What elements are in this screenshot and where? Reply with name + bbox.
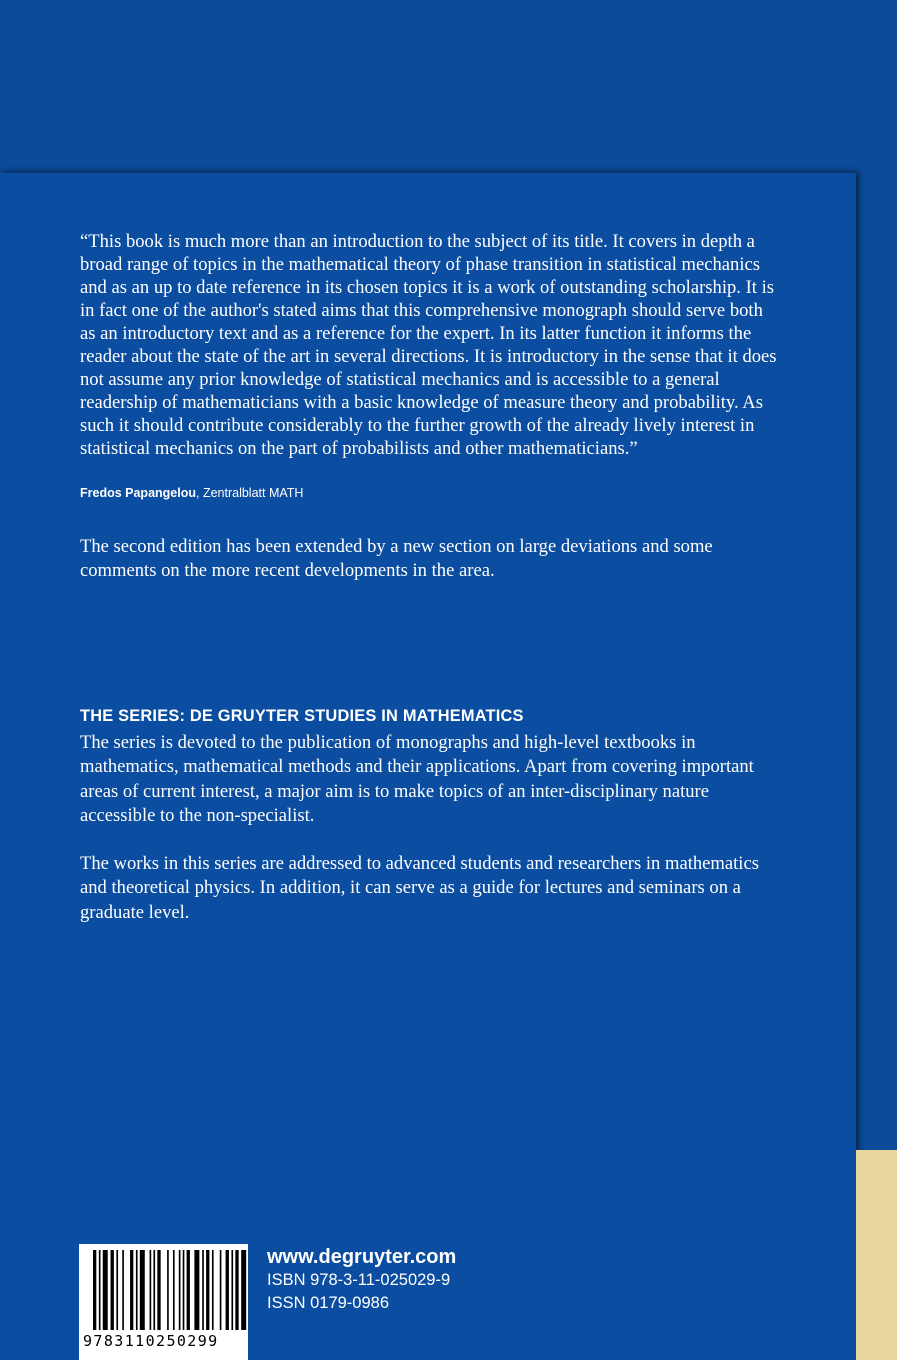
barcode-bar bbox=[140, 1250, 145, 1330]
barcode-bar bbox=[241, 1250, 246, 1330]
barcode-bar bbox=[206, 1250, 209, 1330]
publisher-info bbox=[267, 1245, 456, 1315]
barcode-bar bbox=[150, 1250, 152, 1330]
barcode-bar bbox=[103, 1250, 108, 1330]
review-quote: “This book is much more than an introduction to the subject of its title. It covers in depth a broad range of topics in the mathematical theory of phase transition in statistical mechanics and as an up to date reference in its chosen topics it is a work of outstanding scholarship. It is in fact one of the author's stated aims that this comprehensive monograph should serve both as an introductory text and as a reference for the expert. In its latter function it informs the reader about the state of the art in several directions. It is introductory in the sense that it does not assume any prior knowledge of statistical mechanics and is accessible to a general readership of mathematicians with a basic knowledge of measure theory and probability. As such it should contribute considerably to the further growth of the already lively interest in statistical mechanics on the part of probabilists and other mathematicians.” bbox=[80, 231, 777, 459]
isbn: ISBN 978-3-11-025029-9 bbox=[267, 1271, 451, 1289]
series-heading: THE SERIES: DE GRUYTER STUDIES IN MATHEMATICS bbox=[80, 707, 524, 725]
series-description: The series is devoted to the publication of monographs and high-level textbooks in mathematics, mathematical methods and their applications. Apart from covering important areas of current interest, a major aim is to make topics of an inter-disciplinary nature accessible to the non-specialist. bbox=[80, 732, 754, 826]
barcode-bar bbox=[231, 1250, 233, 1330]
barcode-bar bbox=[173, 1250, 175, 1330]
barcode-bar bbox=[153, 1250, 155, 1330]
barcode-bar bbox=[226, 1250, 229, 1330]
barcode-bar bbox=[122, 1250, 124, 1330]
barcode-bar bbox=[93, 1250, 96, 1330]
barcode-bar bbox=[167, 1250, 169, 1330]
barcode-bar bbox=[212, 1250, 214, 1330]
barcode-bar bbox=[157, 1250, 160, 1330]
series-audience: The works in this series are addressed to advanced students and researchers in mathematics and theoretical physics. In addition, it can serve as a guide for lectures and seminars on a graduate level. bbox=[80, 853, 759, 923]
barcode-bar bbox=[111, 1250, 114, 1330]
barcode-bar bbox=[194, 1250, 199, 1330]
spine-strip bbox=[856, 1150, 897, 1360]
review-attribution bbox=[80, 485, 303, 501]
barcode-bar bbox=[116, 1250, 118, 1330]
barcode-bar bbox=[136, 1250, 138, 1330]
barcode-bar bbox=[130, 1250, 133, 1330]
issn: ISSN 0179-0986 bbox=[267, 1294, 390, 1312]
review-source: , Zentralblatt MATH bbox=[196, 486, 304, 500]
barcode-bar bbox=[183, 1250, 185, 1330]
barcode bbox=[79, 1244, 248, 1360]
barcode-bar bbox=[220, 1250, 222, 1330]
publisher-url: www.degruyter.com bbox=[267, 1246, 457, 1268]
edition-note: The second edition has been extended by a new section on large deviations and some comments on the more recent developments in the area. bbox=[80, 536, 713, 581]
barcode-bar bbox=[235, 1250, 238, 1330]
barcode-digits: 9783110250299 bbox=[83, 1332, 219, 1350]
barcode-bar bbox=[99, 1250, 101, 1330]
barcode-bar bbox=[179, 1250, 181, 1330]
barcode-bar bbox=[202, 1250, 204, 1330]
review-author: Fredos Papangelou bbox=[80, 486, 196, 500]
barcode-bar bbox=[187, 1250, 190, 1330]
